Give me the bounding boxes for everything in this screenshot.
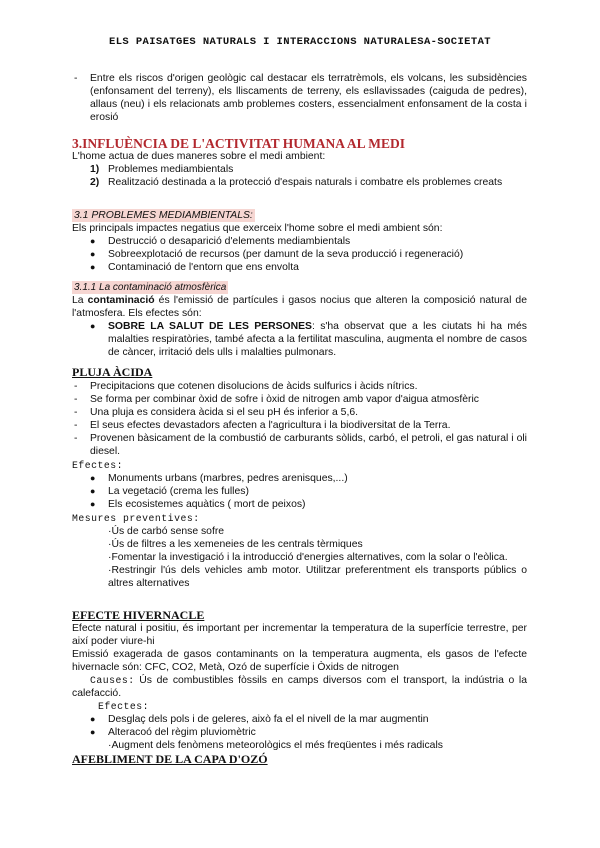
list-item: ● Monuments urbans (marbres, pedres arenisques,...) xyxy=(90,473,348,484)
mesures-label: Mesures preventives: xyxy=(72,513,200,524)
section-3-1-1-title: 3.1.1 La contaminació atmosfèrica xyxy=(74,282,227,293)
list-item: ● Alteracoó del règim pluviomètric xyxy=(90,727,256,738)
hivernacle-p1: Efecte natural i positiu, és important per incrementar la temperatura de la superfície terrestre, per així poder viure-hi xyxy=(72,623,527,647)
section-3-1-title: 3.1 PROBLEMES MEDIAMBIENTALS: xyxy=(74,210,253,221)
list-item: ·Ús de carbó sense sofre xyxy=(108,526,225,537)
list-item: ● Contaminació de l'entorn que ens envolta xyxy=(90,262,299,273)
pluja-acida-title: PLUJA ÀCIDA xyxy=(72,365,153,379)
list-item: ● Destrucció o desaparició d'elements mediambientals xyxy=(90,236,351,247)
afebliment-ozo-title: AFEBLIMENT DE LA CAPA D'OZÓ xyxy=(72,752,268,766)
list-item: ● La vegetació (crema les fulles) xyxy=(90,486,249,497)
list-item: - Provenen bàsicament de la combustió de carburants sòlids, carbó, el petroli, el gas natural i oli diesel. xyxy=(74,433,527,457)
bullet-icon: ● xyxy=(90,727,96,737)
section-3-title: 3.INFLUÈNCIA DE L'ACTIVITAT HUMANA AL MEDI xyxy=(72,136,406,151)
list-item: ● Els ecosistemes aquàtics ( mort de peixos) xyxy=(90,499,306,510)
list-item: - El seus efectes devastadors afecten a l'agricultura i la biodiversitat de la Terra. xyxy=(74,420,451,431)
hivernacle-causes: Causes: Ús de combustibles fòssils en camps diversos com el transport, la indústria o la calefacció. xyxy=(72,675,527,699)
bullet-icon: ● xyxy=(90,714,96,724)
hivernacle-efectes-label: Efectes: xyxy=(98,701,150,712)
risks-paragraph xyxy=(72,72,527,124)
section-3-1 xyxy=(72,209,527,274)
dash-marker: - xyxy=(74,73,78,84)
list-item: - Precipitacions que cotenen disolucions de àcids sulfurics i àcids nítrics. xyxy=(74,381,418,392)
list-item: ● SOBRE LA SALUT DE LES PERSONES: s'ha observat que a les ciutats hi ha més malalties respiratòries, també afecta a la fertilitat masculina, augmenta el nombre de casos de càncer, irritació dels ulls i malalties pulmonars. xyxy=(90,321,527,358)
pluja-acida-list xyxy=(72,380,527,458)
list-item: ● Desglaç dels pols i de geleres, això fa el el nivell de la mar augmentin xyxy=(90,714,429,725)
efectes-label: Efectes: xyxy=(72,460,124,471)
list-item: ·Restringir l'ús dels vehicles amb motor. Utilitzar preferentment els transports públics o altres alternatives xyxy=(108,565,527,589)
numbered-item: 1) Problemes mediambientals xyxy=(90,164,234,175)
bullet-icon: ● xyxy=(90,486,96,496)
bullet-icon: ● xyxy=(90,321,96,331)
causes-label: Causes: xyxy=(90,675,135,686)
bullet-icon: ● xyxy=(90,236,96,246)
section-3-body xyxy=(72,150,527,189)
list-item: - Entre els riscos d'origen geològic cal destacar els terratrèmols, els volcans, les subsidències (enfonsament del terreny), els lliscaments de terreny, els esllavissades (caiguda de pedres), allaus (neu) i els relacionats amb problemes costers, essencialment enfonsament de la costa i erosió xyxy=(74,73,527,123)
page-header: ELS PAISATGES NATURALS I INTERACCIONS NATURALESA-SOCIETAT xyxy=(109,36,491,48)
section-3-1-intro: Els principals impactes negatius que exerceix l'home sobre el medi ambient són: xyxy=(72,223,443,234)
efecte-hivernacle-title: EFECTE HIVERNACLE xyxy=(72,608,205,622)
list-item: - Una pluja es considera àcida si el seu pH és inferior a 5,6. xyxy=(74,407,358,418)
list-item: ·Augment dels fenòmens meteorològics el més freqüentes i més radicals xyxy=(108,740,443,751)
list-item: ·Fomentar la investigació i la introducció d'energies alternatives, com la solar o l'eòlica. xyxy=(108,552,508,563)
hivernacle-p2: Emissió exagerada de gasos contaminants on la temperatura augmenta, els gasos de l'efecte hivernacle són: CFC, CO2, Metà, Ozó de superfície i Òxids de nitrogen xyxy=(72,649,527,673)
contamination-definition: La contaminació és l'emissió de partícules i gasos nocius que alteren la composició natural de l'atmosfera. Els efectes són: xyxy=(72,295,527,319)
list-item: ·Ús de filtres a les xemeneies de les centrals tèrmiques xyxy=(108,539,363,550)
pluja-mesures xyxy=(72,512,527,590)
list-item: - Se forma per combinar òxid de sofre i òxid de nitrogen amb vapor d'aigua atmosfèric xyxy=(74,394,479,405)
pluja-efectes xyxy=(72,459,527,511)
bullet-icon: ● xyxy=(90,262,96,272)
numbered-item: 2) Realització destinada a la protecció d'espais naturals i combatre els problemes creats xyxy=(90,177,503,188)
list-item: ● Sobreexplotació de recursos (per damunt de la seva producció i regeneració) xyxy=(90,249,464,260)
bullet-icon: ● xyxy=(90,249,96,259)
hivernacle-body xyxy=(72,622,527,752)
bullet-icon: ● xyxy=(90,473,96,483)
section-3-intro: L'home actua de dues maneres sobre el medi ambient: xyxy=(72,151,326,162)
section-3-1-1 xyxy=(72,281,527,359)
bullet-icon: ● xyxy=(90,499,96,509)
